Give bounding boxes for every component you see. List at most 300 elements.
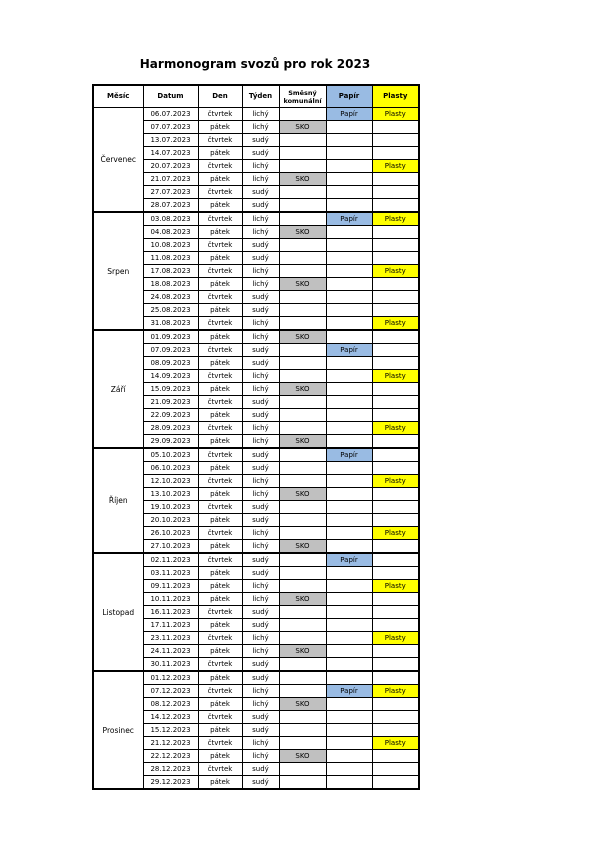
smesny-cell: [279, 514, 326, 527]
den-cell: čtvrtek: [198, 553, 242, 567]
papir-cell: [326, 239, 372, 252]
plasty-cell: [372, 698, 419, 711]
smesny-cell: [279, 448, 326, 462]
table-row: [93, 553, 419, 567]
datum-cell: 03.11.2023: [143, 567, 198, 580]
den-cell: čtvrtek: [198, 422, 242, 435]
table-row: [93, 108, 419, 121]
month-cell: Říjen: [93, 448, 143, 553]
plasty-cell: [372, 645, 419, 658]
datum-cell: 17.08.2023: [143, 265, 198, 278]
smesny-cell: [279, 134, 326, 147]
papir-cell: [326, 658, 372, 672]
plasty-cell: [372, 396, 419, 409]
plasty-cell: [372, 514, 419, 527]
plasty-cell: [372, 593, 419, 606]
den-cell: čtvrtek: [198, 265, 242, 278]
tyden-cell: sudý: [242, 304, 279, 317]
plasty-cell: Plasty: [372, 580, 419, 593]
smesny-cell: [279, 344, 326, 357]
papir-cell: [326, 121, 372, 134]
papir-cell: [326, 475, 372, 488]
datum-cell: 11.08.2023: [143, 252, 198, 265]
smesny-cell: SKO: [279, 645, 326, 658]
tyden-cell: sudý: [242, 448, 279, 462]
papir-cell: [326, 488, 372, 501]
den-cell: pátek: [198, 252, 242, 265]
tyden-cell: sudý: [242, 291, 279, 304]
datum-cell: 20.10.2023: [143, 514, 198, 527]
smesny-cell: [279, 422, 326, 435]
table-row: [93, 671, 419, 685]
den-cell: pátek: [198, 199, 242, 213]
plasty-cell: [372, 226, 419, 239]
tyden-cell: sudý: [242, 619, 279, 632]
plasty-cell: [372, 409, 419, 422]
den-cell: čtvrtek: [198, 134, 242, 147]
smesny-cell: [279, 580, 326, 593]
datum-cell: 29.12.2023: [143, 776, 198, 790]
header-den: Den: [198, 85, 242, 108]
den-cell: pátek: [198, 121, 242, 134]
tyden-cell: lichý: [242, 580, 279, 593]
plasty-cell: [372, 448, 419, 462]
smesny-cell: [279, 567, 326, 580]
tyden-cell: lichý: [242, 435, 279, 449]
datum-cell: 23.11.2023: [143, 632, 198, 645]
papir-cell: [326, 606, 372, 619]
plasty-cell: [372, 488, 419, 501]
plasty-cell: [372, 435, 419, 449]
datum-cell: 08.12.2023: [143, 698, 198, 711]
smesny-cell: [279, 396, 326, 409]
plasty-cell: [372, 173, 419, 186]
datum-cell: 01.12.2023: [143, 671, 198, 685]
datum-cell: 21.12.2023: [143, 737, 198, 750]
datum-cell: 29.09.2023: [143, 435, 198, 449]
papir-cell: [326, 422, 372, 435]
smesny-cell: [279, 763, 326, 776]
datum-cell: 14.07.2023: [143, 147, 198, 160]
papir-cell: [326, 160, 372, 173]
den-cell: čtvrtek: [198, 160, 242, 173]
den-cell: čtvrtek: [198, 606, 242, 619]
den-cell: pátek: [198, 567, 242, 580]
plasty-cell: [372, 540, 419, 554]
datum-cell: 10.08.2023: [143, 239, 198, 252]
header-papir: Papír: [326, 85, 372, 108]
papir-cell: [326, 540, 372, 554]
tyden-cell: lichý: [242, 685, 279, 698]
smesny-cell: [279, 553, 326, 567]
den-cell: čtvrtek: [198, 737, 242, 750]
smesny-cell: [279, 370, 326, 383]
table-row: [93, 448, 419, 462]
datum-cell: 18.08.2023: [143, 278, 198, 291]
papir-cell: [326, 396, 372, 409]
tyden-cell: lichý: [242, 212, 279, 226]
den-cell: pátek: [198, 435, 242, 449]
table-row: [93, 212, 419, 226]
den-cell: pátek: [198, 514, 242, 527]
den-cell: čtvrtek: [198, 186, 242, 199]
smesny-cell: [279, 527, 326, 540]
smesny-cell: [279, 291, 326, 304]
plasty-cell: Plasty: [372, 527, 419, 540]
den-cell: čtvrtek: [198, 448, 242, 462]
plasty-cell: Plasty: [372, 265, 419, 278]
datum-cell: 22.09.2023: [143, 409, 198, 422]
tyden-cell: sudý: [242, 553, 279, 567]
papir-cell: [326, 593, 372, 606]
plasty-cell: [372, 357, 419, 370]
papir-cell: [326, 134, 372, 147]
datum-cell: 24.08.2023: [143, 291, 198, 304]
plasty-cell: [372, 462, 419, 475]
collection-schedule-table: [92, 84, 420, 790]
tyden-cell: sudý: [242, 199, 279, 213]
page-title: Harmonogram svozů pro rok 2023: [139, 57, 371, 71]
den-cell: čtvrtek: [198, 212, 242, 226]
datum-cell: 07.09.2023: [143, 344, 198, 357]
datum-cell: 03.08.2023: [143, 212, 198, 226]
table-body: [93, 108, 419, 790]
datum-cell: 07.07.2023: [143, 121, 198, 134]
tyden-cell: lichý: [242, 265, 279, 278]
plasty-cell: [372, 239, 419, 252]
plasty-cell: [372, 278, 419, 291]
header-tyden: Týden: [242, 85, 279, 108]
smesny-cell: [279, 212, 326, 226]
plasty-cell: [372, 252, 419, 265]
papir-cell: [326, 514, 372, 527]
tyden-cell: lichý: [242, 317, 279, 331]
smesny-cell: [279, 252, 326, 265]
tyden-cell: sudý: [242, 344, 279, 357]
datum-cell: 15.12.2023: [143, 724, 198, 737]
tyden-cell: lichý: [242, 527, 279, 540]
den-cell: pátek: [198, 173, 242, 186]
papir-cell: [326, 265, 372, 278]
den-cell: čtvrtek: [198, 108, 242, 121]
tyden-cell: lichý: [242, 593, 279, 606]
tyden-cell: lichý: [242, 330, 279, 344]
datum-cell: 14.09.2023: [143, 370, 198, 383]
den-cell: pátek: [198, 357, 242, 370]
plasty-cell: Plasty: [372, 370, 419, 383]
smesny-cell: SKO: [279, 173, 326, 186]
papir-cell: [326, 304, 372, 317]
plasty-cell: [372, 134, 419, 147]
den-cell: čtvrtek: [198, 763, 242, 776]
smesny-cell: SKO: [279, 540, 326, 554]
papir-cell: [326, 226, 372, 239]
papir-cell: [326, 619, 372, 632]
smesny-cell: [279, 606, 326, 619]
den-cell: čtvrtek: [198, 370, 242, 383]
datum-cell: 28.12.2023: [143, 763, 198, 776]
den-cell: čtvrtek: [198, 501, 242, 514]
tyden-cell: lichý: [242, 121, 279, 134]
smesny-cell: [279, 186, 326, 199]
datum-cell: 16.11.2023: [143, 606, 198, 619]
datum-cell: 21.07.2023: [143, 173, 198, 186]
smesny-cell: [279, 501, 326, 514]
table-row: [93, 330, 419, 344]
datum-cell: 08.09.2023: [143, 357, 198, 370]
den-cell: pátek: [198, 383, 242, 396]
tyden-cell: sudý: [242, 186, 279, 199]
papir-cell: [326, 632, 372, 645]
papir-cell: [326, 698, 372, 711]
plasty-cell: Plasty: [372, 685, 419, 698]
tyden-cell: sudý: [242, 252, 279, 265]
den-cell: pátek: [198, 724, 242, 737]
tyden-cell: lichý: [242, 540, 279, 554]
smesny-cell: SKO: [279, 698, 326, 711]
den-cell: pátek: [198, 278, 242, 291]
datum-cell: 21.09.2023: [143, 396, 198, 409]
header-mesic: Měsíc: [93, 85, 143, 108]
den-cell: pátek: [198, 619, 242, 632]
month-cell: Prosinec: [93, 671, 143, 789]
smesny-cell: SKO: [279, 593, 326, 606]
tyden-cell: sudý: [242, 357, 279, 370]
plasty-cell: [372, 711, 419, 724]
plasty-cell: [372, 606, 419, 619]
header-row: [93, 85, 419, 108]
papir-cell: [326, 501, 372, 514]
datum-cell: 26.10.2023: [143, 527, 198, 540]
plasty-cell: Plasty: [372, 160, 419, 173]
datum-cell: 04.08.2023: [143, 226, 198, 239]
smesny-cell: SKO: [279, 435, 326, 449]
plasty-cell: [372, 763, 419, 776]
papir-cell: [326, 527, 372, 540]
papir-cell: [326, 724, 372, 737]
papir-cell: [326, 435, 372, 449]
smesny-cell: [279, 357, 326, 370]
tyden-cell: sudý: [242, 514, 279, 527]
tyden-cell: lichý: [242, 278, 279, 291]
smesny-cell: [279, 265, 326, 278]
den-cell: čtvrtek: [198, 711, 242, 724]
plasty-cell: [372, 199, 419, 213]
plasty-cell: [372, 619, 419, 632]
papir-cell: [326, 357, 372, 370]
datum-cell: 06.07.2023: [143, 108, 198, 121]
plasty-cell: Plasty: [372, 475, 419, 488]
papir-cell: [326, 199, 372, 213]
smesny-cell: [279, 619, 326, 632]
tyden-cell: sudý: [242, 567, 279, 580]
den-cell: pátek: [198, 645, 242, 658]
plasty-cell: [372, 186, 419, 199]
tyden-cell: sudý: [242, 671, 279, 685]
smesny-cell: [279, 776, 326, 790]
datum-cell: 20.07.2023: [143, 160, 198, 173]
plasty-cell: [372, 553, 419, 567]
papir-cell: [326, 409, 372, 422]
plasty-cell: [372, 501, 419, 514]
plasty-cell: [372, 121, 419, 134]
tyden-cell: sudý: [242, 409, 279, 422]
tyden-cell: lichý: [242, 475, 279, 488]
den-cell: čtvrtek: [198, 475, 242, 488]
smesny-cell: [279, 671, 326, 685]
papir-cell: [326, 671, 372, 685]
datum-cell: 31.08.2023: [143, 317, 198, 331]
papir-cell: [326, 173, 372, 186]
den-cell: čtvrtek: [198, 291, 242, 304]
papir-cell: Papír: [326, 108, 372, 121]
papir-cell: [326, 645, 372, 658]
tyden-cell: sudý: [242, 658, 279, 672]
papir-cell: [326, 763, 372, 776]
datum-cell: 17.11.2023: [143, 619, 198, 632]
datum-cell: 09.11.2023: [143, 580, 198, 593]
tyden-cell: lichý: [242, 632, 279, 645]
smesny-cell: [279, 239, 326, 252]
den-cell: čtvrtek: [198, 344, 242, 357]
plasty-cell: Plasty: [372, 737, 419, 750]
papir-cell: [326, 291, 372, 304]
papir-cell: [326, 737, 372, 750]
month-cell: Srpen: [93, 212, 143, 330]
tyden-cell: lichý: [242, 737, 279, 750]
smesny-cell: SKO: [279, 750, 326, 763]
den-cell: čtvrtek: [198, 527, 242, 540]
datum-cell: 28.09.2023: [143, 422, 198, 435]
smesny-cell: [279, 108, 326, 121]
smesny-cell: [279, 462, 326, 475]
smesny-cell: SKO: [279, 226, 326, 239]
den-cell: pátek: [198, 226, 242, 239]
smesny-cell: SKO: [279, 278, 326, 291]
papir-cell: [326, 147, 372, 160]
datum-cell: 12.10.2023: [143, 475, 198, 488]
smesny-cell: SKO: [279, 383, 326, 396]
smesny-cell: [279, 199, 326, 213]
plasty-cell: [372, 658, 419, 672]
tyden-cell: sudý: [242, 134, 279, 147]
tyden-cell: sudý: [242, 396, 279, 409]
tyden-cell: lichý: [242, 488, 279, 501]
papir-cell: [326, 330, 372, 344]
plasty-cell: [372, 304, 419, 317]
papir-cell: [326, 317, 372, 331]
header-plasty: Plasty: [372, 85, 419, 108]
den-cell: pátek: [198, 409, 242, 422]
plasty-cell: [372, 147, 419, 160]
plasty-cell: [372, 750, 419, 763]
tyden-cell: lichý: [242, 645, 279, 658]
smesny-cell: [279, 737, 326, 750]
tyden-cell: sudý: [242, 239, 279, 252]
tyden-cell: sudý: [242, 724, 279, 737]
papir-cell: Papír: [326, 344, 372, 357]
tyden-cell: lichý: [242, 750, 279, 763]
plasty-cell: [372, 776, 419, 790]
den-cell: čtvrtek: [198, 239, 242, 252]
datum-cell: 10.11.2023: [143, 593, 198, 606]
smesny-cell: [279, 724, 326, 737]
smesny-cell: [279, 317, 326, 331]
plasty-cell: [372, 383, 419, 396]
datum-cell: 28.07.2023: [143, 199, 198, 213]
smesny-cell: [279, 160, 326, 173]
den-cell: pátek: [198, 540, 242, 554]
datum-cell: 06.10.2023: [143, 462, 198, 475]
datum-cell: 24.11.2023: [143, 645, 198, 658]
den-cell: čtvrtek: [198, 396, 242, 409]
tyden-cell: sudý: [242, 711, 279, 724]
tyden-cell: sudý: [242, 776, 279, 790]
tyden-cell: lichý: [242, 370, 279, 383]
papir-cell: Papír: [326, 448, 372, 462]
tyden-cell: lichý: [242, 698, 279, 711]
datum-cell: 14.12.2023: [143, 711, 198, 724]
papir-cell: [326, 370, 372, 383]
den-cell: pátek: [198, 698, 242, 711]
den-cell: pátek: [198, 488, 242, 501]
tyden-cell: lichý: [242, 422, 279, 435]
tyden-cell: sudý: [242, 501, 279, 514]
plasty-cell: Plasty: [372, 212, 419, 226]
smesny-cell: SKO: [279, 330, 326, 344]
month-cell: Listopad: [93, 553, 143, 671]
papir-cell: [326, 186, 372, 199]
papir-cell: Papír: [326, 553, 372, 567]
papir-cell: Papír: [326, 685, 372, 698]
datum-cell: 27.07.2023: [143, 186, 198, 199]
tyden-cell: sudý: [242, 462, 279, 475]
tyden-cell: lichý: [242, 383, 279, 396]
plasty-cell: Plasty: [372, 108, 419, 121]
datum-cell: 27.10.2023: [143, 540, 198, 554]
den-cell: pátek: [198, 750, 242, 763]
smesny-cell: [279, 711, 326, 724]
den-cell: pátek: [198, 330, 242, 344]
datum-cell: 30.11.2023: [143, 658, 198, 672]
smesny-cell: SKO: [279, 488, 326, 501]
tyden-cell: lichý: [242, 160, 279, 173]
den-cell: pátek: [198, 593, 242, 606]
den-cell: pátek: [198, 580, 242, 593]
papir-cell: [326, 278, 372, 291]
den-cell: čtvrtek: [198, 658, 242, 672]
tyden-cell: sudý: [242, 147, 279, 160]
datum-cell: 13.07.2023: [143, 134, 198, 147]
den-cell: čtvrtek: [198, 317, 242, 331]
month-cell: Září: [93, 330, 143, 448]
tyden-cell: sudý: [242, 606, 279, 619]
datum-cell: 13.10.2023: [143, 488, 198, 501]
smesny-cell: [279, 304, 326, 317]
papir-cell: [326, 252, 372, 265]
papir-cell: [326, 776, 372, 790]
smesny-cell: [279, 475, 326, 488]
den-cell: pátek: [198, 671, 242, 685]
datum-cell: 15.09.2023: [143, 383, 198, 396]
papir-cell: Papír: [326, 212, 372, 226]
papir-cell: [326, 750, 372, 763]
header-smesny: Směsný komunální: [279, 85, 326, 108]
datum-cell: 05.10.2023: [143, 448, 198, 462]
smesny-cell: [279, 685, 326, 698]
tyden-cell: lichý: [242, 226, 279, 239]
datum-cell: 25.08.2023: [143, 304, 198, 317]
